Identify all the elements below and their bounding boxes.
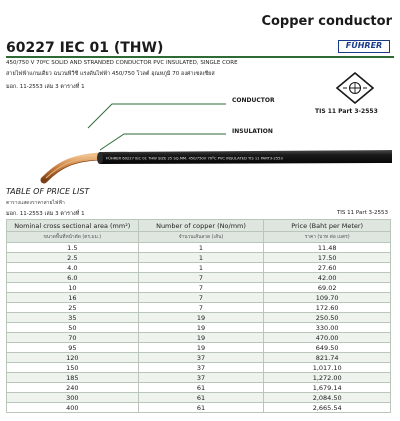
conductor-callout-line xyxy=(88,104,226,128)
cell-copper: 1 xyxy=(138,243,264,253)
cable-insulation xyxy=(97,150,392,164)
table-row xyxy=(7,323,391,333)
cell-area: 1.5 xyxy=(7,243,139,253)
cell-copper: 37 xyxy=(138,363,264,373)
product-description-th: สายไฟฟ้าแกนเดียว ฉนวนพีวีซี แรงดันไฟฟ้า 450/750 โวลต์ อุณหภูมิ 70 องศาเซลเซียส xyxy=(6,71,215,77)
cell-copper: 7 xyxy=(138,303,264,313)
table-row xyxy=(7,273,391,283)
price-table-body xyxy=(7,243,391,413)
cell-area: 2.5 xyxy=(7,253,139,263)
cell-copper: 37 xyxy=(138,373,264,383)
cell-area: 240 xyxy=(7,383,139,393)
table-row xyxy=(7,353,391,363)
table-row xyxy=(7,283,391,293)
price-list-standard-th: มอก. 11-2553 เล่ม 3 ตารางที่ 1 xyxy=(6,211,85,217)
product-standard-th: มอก. 11-2553 เล่ม 3 ตารางที่ 1 xyxy=(6,84,85,90)
table-row xyxy=(7,313,391,323)
cell-area: 150 xyxy=(7,363,139,373)
cell-copper: 37 xyxy=(138,353,264,363)
table-header-row xyxy=(7,220,391,232)
cell-price: 250.50 xyxy=(264,313,391,323)
table-subheader-row xyxy=(7,232,391,243)
cell-price: 330.00 xyxy=(264,323,391,333)
cell-price: 821.74 xyxy=(264,353,391,363)
cell-area: 4.0 xyxy=(7,263,139,273)
table-row xyxy=(7,393,391,403)
cell-price: 172.60 xyxy=(264,303,391,313)
column-header-price: Price (Baht per Meter) xyxy=(264,220,391,232)
cell-area: 300 xyxy=(7,393,139,403)
cable-illustration xyxy=(0,92,400,184)
cell-copper: 61 xyxy=(138,383,264,393)
insulation-callout-line xyxy=(100,134,226,150)
page-header-title: Copper conductor xyxy=(261,14,392,29)
product-description-en: 450/750 V 70ºC SOLID AND STRANDED CONDUCTOR PVC INSULATED, SINGLE CORE xyxy=(6,60,238,66)
insulation-label: INSULATION xyxy=(232,128,273,135)
cell-price: 649.50 xyxy=(264,343,391,353)
table-row xyxy=(7,383,391,393)
cell-area: 10 xyxy=(7,283,139,293)
cell-copper: 1 xyxy=(138,253,264,263)
cable-print-text: FÜHRER 60227 IEC 01 THW SIZE 25 SQ.MM. 450/750V 70ºC PVC INSULATED TIS 11 PART3-2553 xyxy=(106,156,283,161)
cell-copper: 19 xyxy=(138,313,264,323)
cell-price: 17.50 xyxy=(264,253,391,263)
table-row xyxy=(7,333,391,343)
brand-logo: FÜHRER xyxy=(338,40,390,53)
cell-price: 11.48 xyxy=(264,243,391,253)
conductor-label: CONDUCTOR xyxy=(232,97,275,104)
cell-area: 95 xyxy=(7,343,139,353)
cell-area: 185 xyxy=(7,373,139,383)
cell-area: 6.0 xyxy=(7,273,139,283)
table-row xyxy=(7,263,391,273)
cell-copper: 19 xyxy=(138,323,264,333)
table-row xyxy=(7,303,391,313)
cell-price: 27.60 xyxy=(264,263,391,273)
cell-area: 120 xyxy=(7,353,139,363)
cell-price: 1,272.00 xyxy=(264,373,391,383)
price-table xyxy=(6,219,391,413)
column-subheader-area: ขนาดพื้นที่หน้าตัด (ตร.มม.) xyxy=(7,232,139,243)
cell-copper: 7 xyxy=(138,283,264,293)
cell-area: 400 xyxy=(7,403,139,413)
cell-area: 16 xyxy=(7,293,139,303)
cell-copper: 61 xyxy=(138,403,264,413)
tis-standard-label: TIS 11 Part 3-2553 xyxy=(315,108,378,115)
cell-area: 70 xyxy=(7,333,139,343)
column-subheader-copper: จำนวนเส้นลวด (เส้น) xyxy=(138,232,264,243)
table-row xyxy=(7,363,391,373)
cell-copper: 7 xyxy=(138,273,264,283)
cell-price: 1,679.14 xyxy=(264,383,391,393)
copper-conductor xyxy=(44,156,100,180)
cell-price: 109.70 xyxy=(264,293,391,303)
column-subheader-price: ราคา (บาท ต่อ เมตร) xyxy=(264,232,391,243)
cell-copper: 1 xyxy=(138,263,264,273)
cell-copper: 61 xyxy=(138,393,264,403)
cell-area: 35 xyxy=(7,313,139,323)
cell-price: 42.00 xyxy=(264,273,391,283)
cell-copper: 19 xyxy=(138,333,264,343)
cell-copper: 7 xyxy=(138,293,264,303)
cell-price: 2,084.50 xyxy=(264,393,391,403)
cell-price: 69.02 xyxy=(264,283,391,293)
table-row xyxy=(7,343,391,353)
price-list-title: TABLE OF PRICE LIST xyxy=(6,187,90,196)
column-header-copper: Number of copper (No/mm) xyxy=(138,220,264,232)
column-header-area: Nominal cross sectional area (mm²) xyxy=(7,220,139,232)
cell-price: 1,017.10 xyxy=(264,363,391,373)
table-row xyxy=(7,403,391,413)
cell-price: 2,665.54 xyxy=(264,403,391,413)
cell-price: 470.00 xyxy=(264,333,391,343)
cell-area: 50 xyxy=(7,323,139,333)
product-title: 60227 IEC 01 (THW) xyxy=(6,40,164,56)
cell-area: 25 xyxy=(7,303,139,313)
price-list-standard-en: TIS 11 Part 3-2553 xyxy=(336,210,388,216)
table-row xyxy=(7,293,391,303)
cell-copper: 19 xyxy=(138,343,264,353)
table-row xyxy=(7,373,391,383)
table-row xyxy=(7,253,391,263)
price-list-note: ตารางแสดงราคาสายไฟฟ้า xyxy=(6,200,65,206)
header-divider xyxy=(6,56,394,58)
table-row xyxy=(7,243,391,253)
